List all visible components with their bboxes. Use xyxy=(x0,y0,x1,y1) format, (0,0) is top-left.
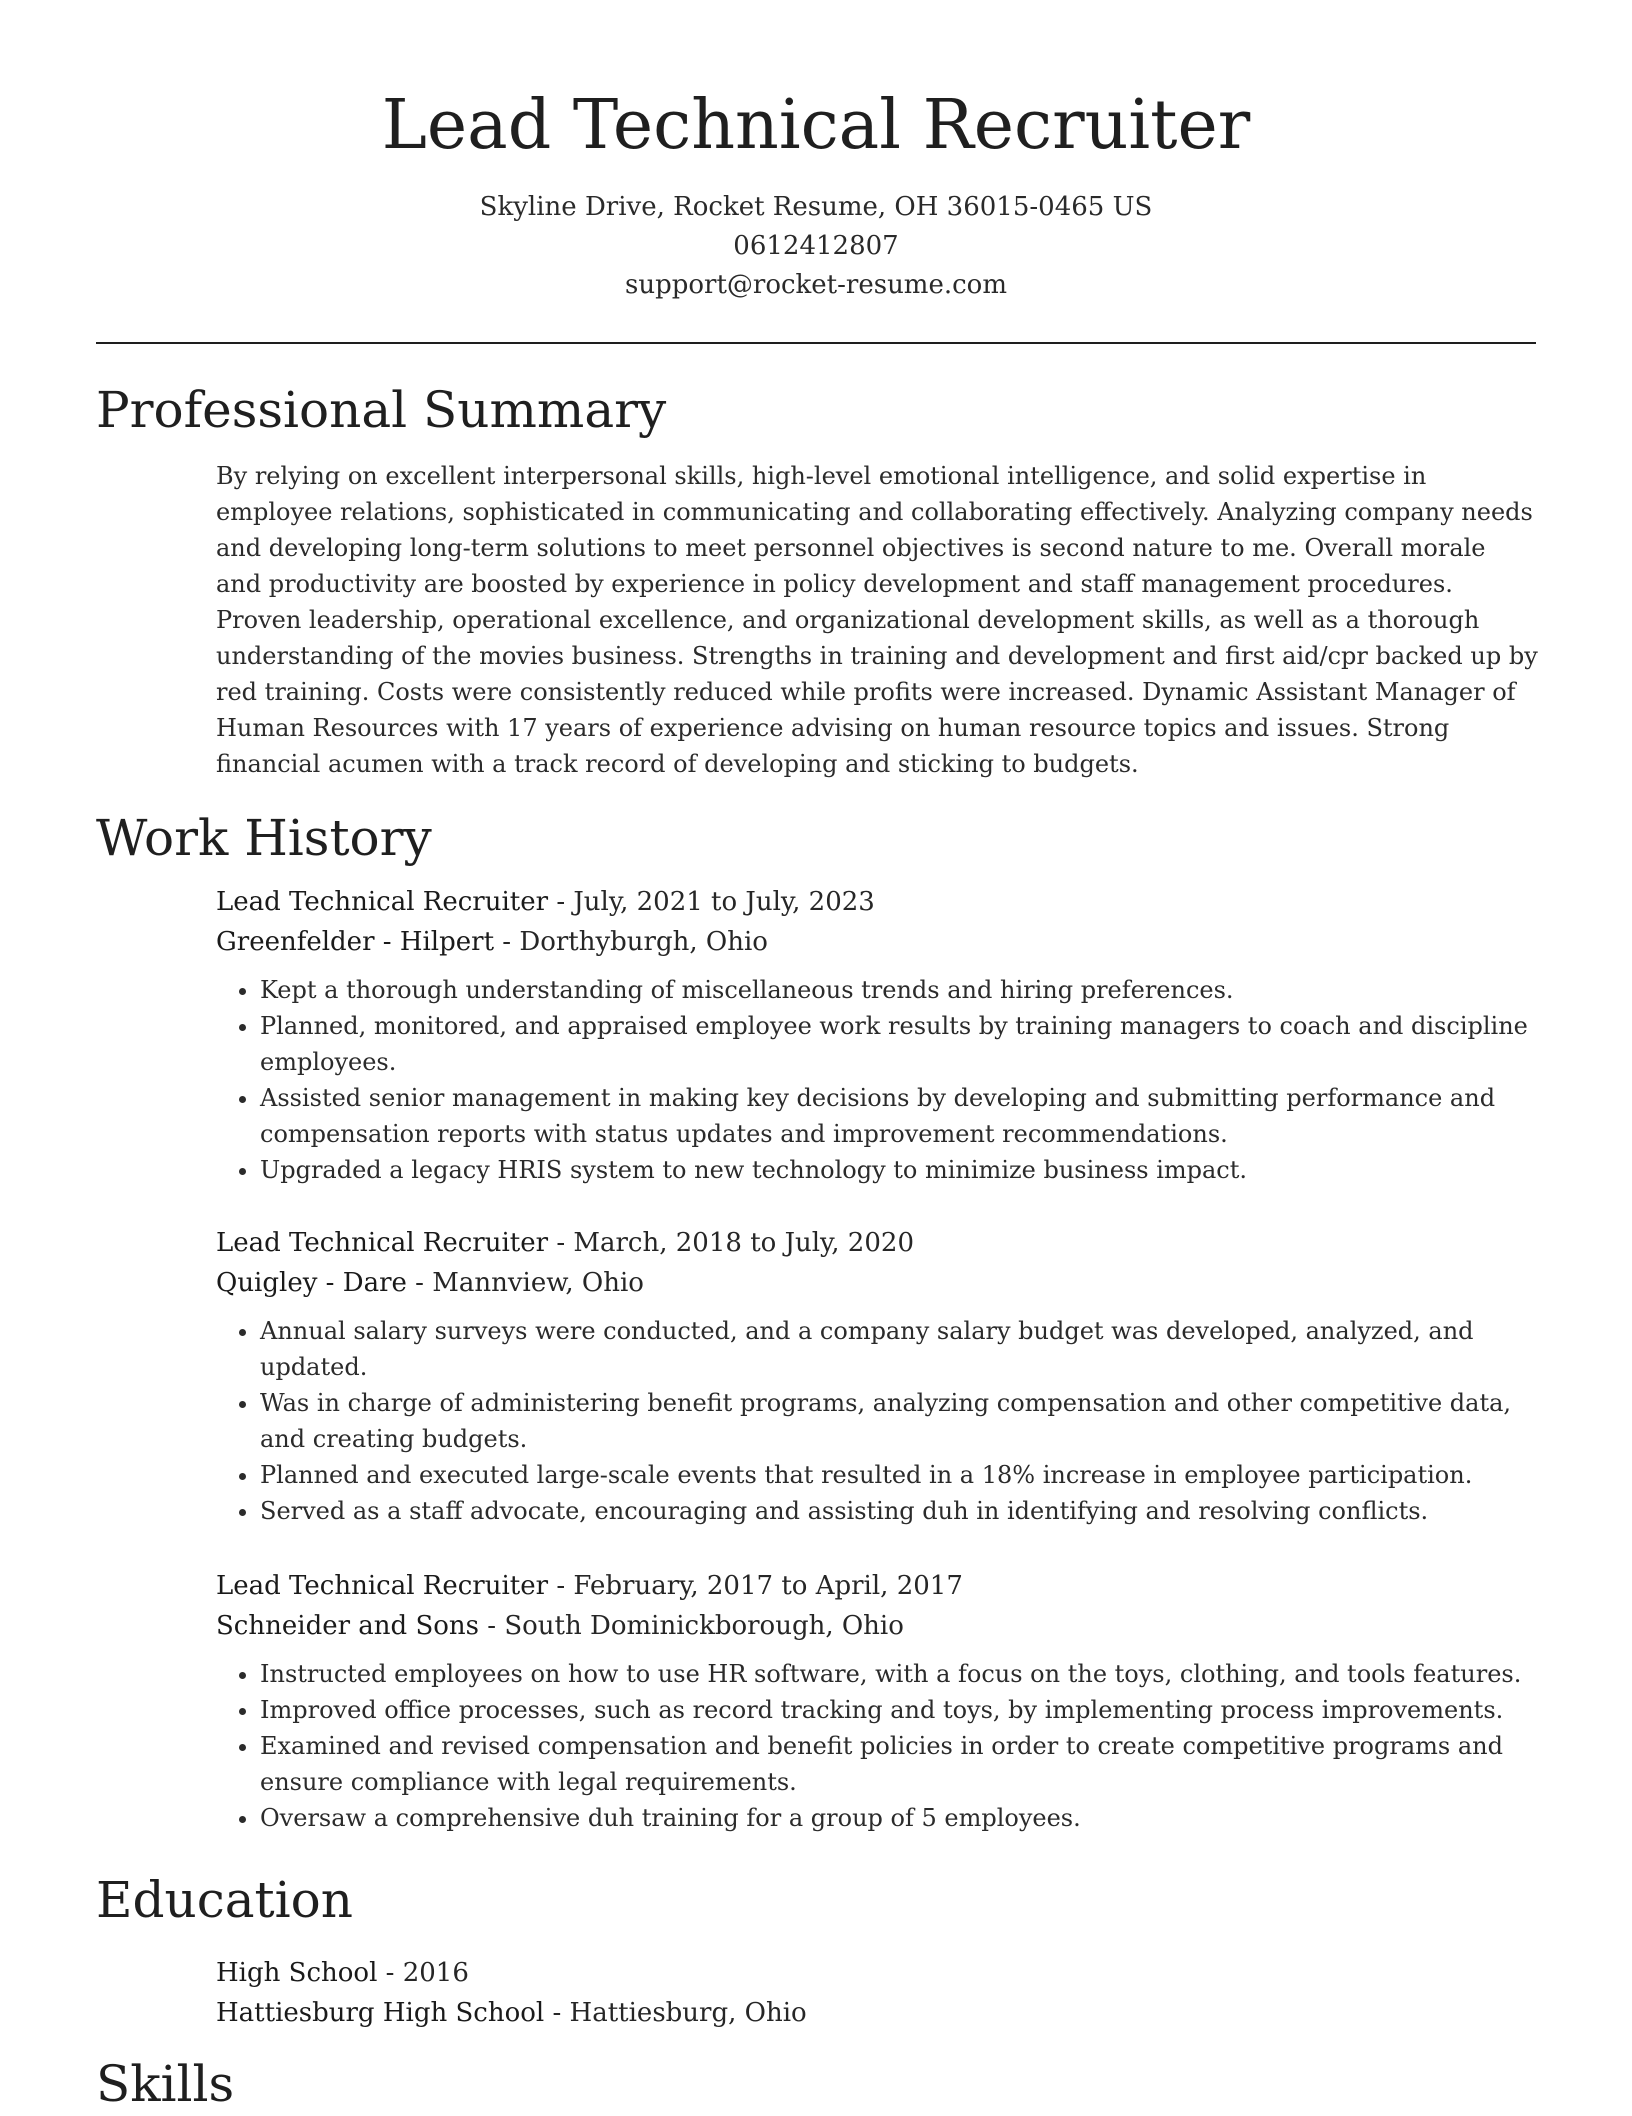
list-item: • Assisted senior management in making key decisions by developing and submitting performance and compensation reports with status updates and improvement recommendations. xyxy=(260,1080,1538,1152)
list-item: • Planned, monitored, and appraised employee work results by training managers to coach and discipline employees. xyxy=(260,1008,1538,1080)
education-school-line xyxy=(216,1993,1538,2033)
job-location: - Mannview, Ohio xyxy=(406,1268,644,1298)
list-item: • Examined and revised compensation and benefit policies in order to create competitive programs and ensure compliance with legal requirements. xyxy=(260,1728,1538,1800)
job-dates: - July, 2021 to July, 2023 xyxy=(548,887,875,917)
education-year: - 2016 xyxy=(377,1958,469,1988)
job-role: Lead Technical Recruiter xyxy=(216,1571,549,1601)
list-item: • Instructed employees on how to use HR software, with a focus on the toys, clothing, and tools features. xyxy=(260,1656,1538,1692)
list-item: • Served as a staff advocate, encouraging and assisting duh in identifying and resolving conflicts. xyxy=(260,1493,1538,1529)
job-title-line xyxy=(216,882,1538,922)
job-company-line xyxy=(216,922,1538,962)
list-item: • Improved office processes, such as record tracking and toys, by implementing process improvements. xyxy=(260,1692,1538,1728)
address-text: Skyline Drive, Rocket Resume, OH 36015-0465 US xyxy=(479,192,1153,222)
list-item: • Oversaw a comprehensive duh training for a group of 5 employees. xyxy=(260,1800,1538,1836)
resume-header xyxy=(96,82,1536,305)
job-title-line xyxy=(216,1223,1538,1263)
job-location: - South Dominickborough, Ohio xyxy=(479,1611,904,1641)
email-text: support@rocket-resume.com xyxy=(624,270,1007,300)
job-bullets xyxy=(216,972,1538,1188)
education-location: - Hattiesburg, Ohio xyxy=(544,1998,807,2028)
education-degree: High School xyxy=(216,1958,378,1988)
education-entry xyxy=(216,1953,1538,2033)
job-role: Lead Technical Recruiter xyxy=(216,1228,549,1258)
job-location: - Dorthyburgh, Ohio xyxy=(494,927,768,957)
job-entry-2 xyxy=(216,1223,1538,1529)
job-entry-3 xyxy=(216,1566,1538,1836)
job-company: Schneider and Sons xyxy=(216,1611,479,1641)
candidate-name: Lead Technical Recruiter xyxy=(381,86,1251,165)
job-dates: - February, 2017 to April, 2017 xyxy=(548,1571,963,1601)
list-item: • Annual salary surveys were conducted, and a company salary budget was developed, analyzed, and updated. xyxy=(260,1313,1538,1385)
list-item: • Kept a thorough understanding of miscellaneous trends and hiring preferences. xyxy=(260,972,1538,1008)
phone-text: 0612412807 xyxy=(733,231,899,261)
job-company: Quigley - Dare xyxy=(216,1268,407,1298)
job-company-line xyxy=(216,1606,1538,1646)
job-title-line xyxy=(216,1566,1538,1606)
summary-text: By relying on excellent interpersonal skills, high-level emotional intelligence, and solid expertise in employee relations, sophisticated in communicating and collaborating effectively. Analyzing company needs and developing long-term solutions to meet personnel objectives is second nature to me. Overall morale and productivity are boosted by experience in policy development and staff management procedures. Proven leadership, operational excellence, and organizational development skills, as well as a thorough understanding of the movies business. Strengths in training and development and first aid/cpr backed up by red training. Costs were consistently reduced while profits were increased. Dynamic Assistant Manager of Human Resources with 17 years of experience advising on human resource topics and issues. Strong financial acumen with a track record of developing and sticking to budgets. xyxy=(216,462,1538,778)
section-title-summary: Professional Summary xyxy=(96,381,667,439)
job-dates: - March, 2018 to July, 2020 xyxy=(548,1228,914,1258)
list-item: • Upgraded a legacy HRIS system to new technology to minimize business impact. xyxy=(260,1152,1538,1188)
section-title-work-history: Work History xyxy=(96,809,432,867)
section-title-education: Education xyxy=(96,1871,353,1929)
list-item: • Planned and executed large-scale events that resulted in a 18% increase in employee participation. xyxy=(260,1457,1538,1493)
job-company-line xyxy=(216,1263,1538,1303)
job-bullets xyxy=(216,1313,1538,1529)
job-bullets xyxy=(216,1656,1538,1836)
contact-block xyxy=(96,188,1536,305)
job-entry-1 xyxy=(216,882,1538,1188)
header-divider xyxy=(96,342,1536,344)
list-item: • Was in charge of administering benefit programs, analyzing compensation and other competitive data, and creating budgets. xyxy=(260,1385,1538,1457)
education-school: Hattiesburg High School xyxy=(216,1998,545,2028)
section-title-skills: Skills xyxy=(96,2055,235,2113)
job-company: Greenfelder - Hilpert xyxy=(216,927,495,957)
job-role: Lead Technical Recruiter xyxy=(216,887,549,917)
education-degree-line xyxy=(216,1953,1538,1993)
